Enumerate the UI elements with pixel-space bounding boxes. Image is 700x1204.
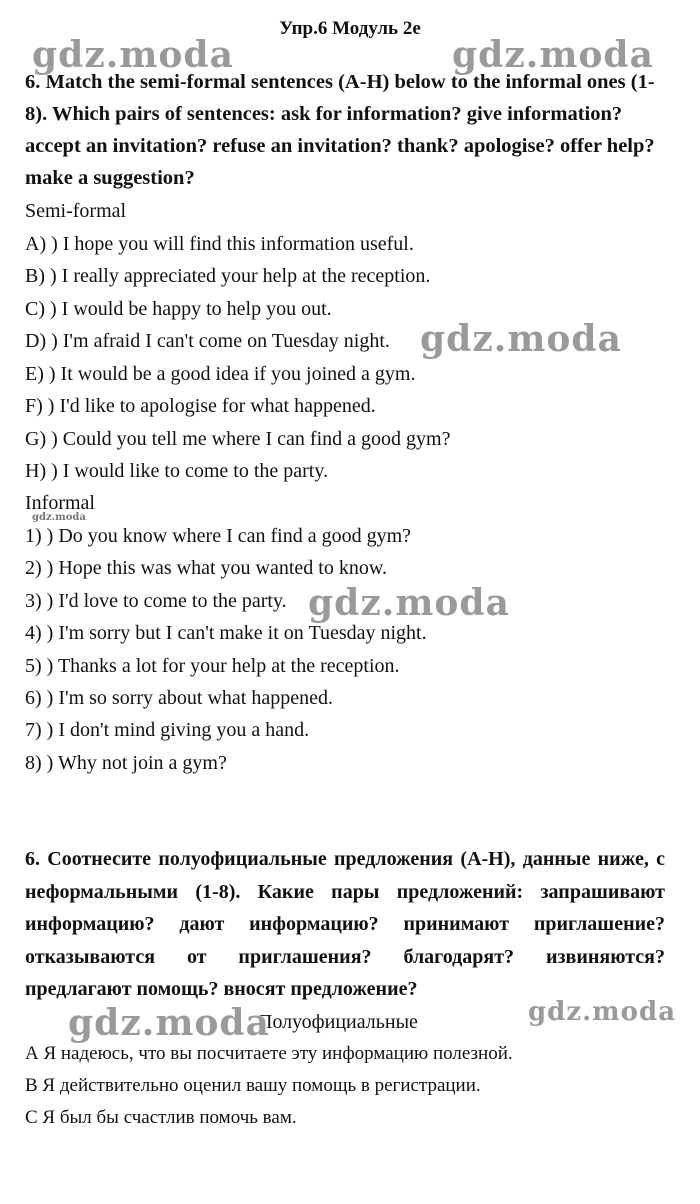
semi-formal-item-d: D) ) I'm afraid I can't come on Tuesday night.: [25, 330, 390, 352]
informal-heading: Informal: [25, 492, 95, 514]
watermark-logo: gdz.moda: [528, 997, 677, 1027]
informal-item-4: 4) ) I'm sorry but I can't make it on Tuesday night.: [25, 622, 427, 644]
russian-task-instructions: 6. Соотнесите полуофициальные предложения (A-H), данные ниже, с неформальными (1-8). Какие пары предложений: запрашивают информацию? дают информацию? принимают приглашение? отказываются от приглашения? благодарят? извиняются? предлагают помощь? вносят предложение?: [25, 848, 665, 1000]
informal-item-6: 6) ) I'm so sorry about what happened.: [25, 687, 333, 709]
watermark-logo: gdz.moda: [308, 582, 510, 624]
watermark-logo: gdz.moda: [452, 34, 654, 76]
watermark-logo: gdz.moda: [68, 1002, 270, 1044]
watermark-logo: gdz.moda: [32, 512, 86, 523]
informal-item-8: 8) ) Why not join a gym?: [25, 752, 227, 774]
russian-item-a: А Я надеюсь, что вы посчитаете эту информацию полезной.: [25, 1043, 513, 1064]
semi-formal-item-h: H) ) I would like to come to the party.: [25, 460, 329, 482]
informal-item-7: 7) ) I don't mind giving you a hand.: [25, 719, 310, 741]
semi-formal-item-b: B) ) I really appreciated your help at the reception.: [25, 265, 431, 287]
informal-item-2: 2) ) Hope this was what you wanted to know.: [25, 557, 387, 579]
semi-formal-item-g: G) ) Could you tell me where I can find a good gym?: [25, 428, 451, 450]
informal-item-1: 1) ) Do you know where I can find a good gym?: [25, 525, 412, 547]
semi-formal-item-e: E) ) It would be a good idea if you joined a gym.: [25, 363, 416, 385]
russian-item-c: С Я был бы счастлив помочь вам.: [25, 1107, 297, 1128]
semi-formal-item-c: C) ) I would be happy to help you out.: [25, 298, 332, 320]
informal-item-3: 3) ) I'd love to come to the party.: [25, 590, 287, 612]
semi-formal-item-f: F) ) I'd like to apologise for what happened.: [25, 395, 376, 417]
semi-formal-item-a: A) ) I hope you will find this information useful.: [25, 233, 414, 255]
watermark-logo: gdz.moda: [32, 34, 234, 76]
english-task-instructions: 6. Match the semi-formal sentences (A-H) below to the informal ones (1-8). Which pairs of sentences: ask for information? give information? accept an invitation? refuse an invitation? thank? apologise? offer help? make a suggestion?: [25, 71, 655, 189]
page-title: Упр.6 Модуль 2е: [279, 18, 421, 39]
russian-item-b: В Я действительно оценил вашу помощь в регистрации.: [25, 1075, 481, 1096]
informal-item-5: 5) ) Thanks a lot for your help at the reception.: [25, 655, 400, 677]
russian-semi-formal-heading: Полуофициальные: [258, 1011, 418, 1033]
watermark-logo: gdz.moda: [420, 318, 622, 360]
semi-formal-heading: Semi-formal: [25, 200, 127, 222]
